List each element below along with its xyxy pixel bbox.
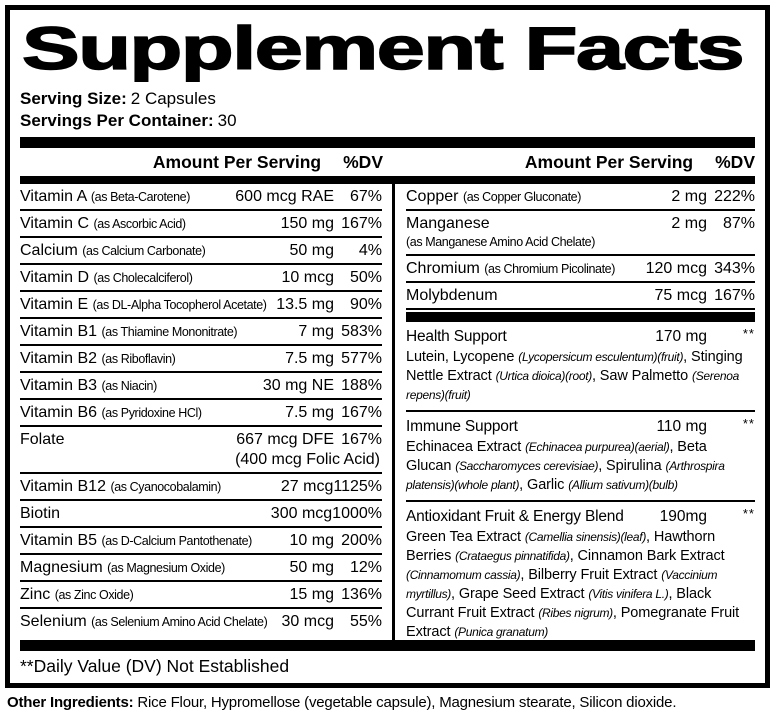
nutrient-form: (as Calcium Carbonate) — [82, 244, 206, 258]
nutrient-name: Molybdenum — [406, 287, 498, 304]
row-amount: 75 mcg — [654, 287, 707, 304]
ingredient-name: , Pomegranate Fruit Extract — [406, 605, 740, 640]
serving-size-value: 2 Capsules — [130, 89, 216, 108]
row-dv: 55% — [349, 613, 382, 630]
row-dv: 167% — [341, 431, 382, 448]
row-name — [20, 558, 285, 578]
row-name — [20, 504, 266, 524]
row-name — [20, 612, 277, 632]
blend-dv: ** — [742, 326, 755, 341]
row-dv: 67% — [349, 188, 382, 205]
scientific-name: (Crataegus pinnatifida) — [455, 549, 570, 563]
blend-dv: ** — [742, 416, 755, 431]
scientific-name: (Cinnamomum cassia) — [406, 568, 521, 582]
dv-header-right: %DV — [715, 152, 755, 172]
blend-name: Antioxidant Fruit & Energy Blend — [406, 508, 624, 525]
blend-section — [406, 502, 755, 640]
scientific-name: (Saccharomyces cerevisiae) — [455, 459, 599, 473]
row-dv: 50% — [349, 269, 382, 286]
row-amount: 10 mcg — [281, 269, 334, 286]
right-column-header — [395, 152, 755, 173]
amount-per-serving-header-right: Amount Per Serving — [524, 152, 694, 172]
row-dv: 136% — [341, 586, 382, 603]
nutrient-form: (as D-Calcium Pantothenate) — [101, 534, 252, 548]
other-ingredients-text: Rice Flour, Hypromellose (vegetable capsule), Magnesium stearate, Silicon dioxide. — [137, 694, 677, 711]
blend-section — [406, 322, 755, 412]
row-amount-secondary: (400 mcg Folic Acid) — [235, 451, 380, 468]
row-dv: 1000% — [332, 505, 382, 522]
scientific-name: (Ribes nigrum) — [538, 606, 613, 620]
servings-per-container-value: 30 — [217, 111, 237, 130]
nutrient-form: (as Copper Gluconate) — [462, 190, 581, 204]
row-name — [20, 295, 271, 315]
blend-divider-bar — [406, 312, 755, 322]
row-amount: 2 mg — [671, 215, 707, 232]
row-amount: 300 mcg — [270, 505, 333, 522]
nutrient-name: Magnesium — [20, 559, 103, 576]
blend-name: Immune Support — [406, 418, 518, 435]
nutrient-name: Vitamin B6 — [20, 404, 98, 421]
row-amount: 120 mcg — [645, 260, 707, 277]
ingredient-name: , Saw Palmetto — [591, 368, 692, 384]
row-name — [20, 430, 231, 450]
row-dv: 167% — [341, 215, 382, 232]
blend-name: Health Support — [406, 328, 507, 345]
row-amount: 27 mcg — [280, 478, 334, 495]
scientific-name: (Urtica dioica)(root) — [495, 369, 592, 383]
nutrient-name: Vitamin C — [20, 215, 90, 232]
scientific-name: (Camellia sinensis)(leaf) — [524, 530, 647, 544]
row-name — [20, 241, 285, 261]
nutrient-form: (as Pyridoxine HCl) — [101, 406, 202, 420]
table-row — [20, 427, 382, 474]
table-row — [20, 238, 382, 265]
nutrient-form: (as Ascorbic Acid) — [93, 217, 186, 231]
nutrient-name: Biotin — [20, 505, 61, 522]
table-row — [20, 373, 382, 400]
row-dv: 188% — [341, 377, 382, 394]
nutrient-form: (as Chromium Picolinate) — [484, 262, 615, 276]
row-amount: 150 mg — [280, 215, 334, 232]
nutrient-name: Selenium — [20, 613, 87, 630]
table-row — [406, 184, 755, 211]
ingredient-name: , Grape Seed Extract — [451, 586, 589, 602]
nutrient-form: (as Zinc Oxide) — [54, 588, 134, 602]
nutrient-name: Zinc — [20, 586, 51, 603]
ingredient-name: Echinacea Extract — [406, 439, 526, 455]
row-amount: 7.5 mg — [285, 404, 334, 421]
nutrient-name: Vitamin E — [20, 296, 89, 313]
table-row — [20, 609, 382, 634]
table-row — [20, 582, 382, 609]
scientific-name: (Vitis vinifera L.) — [588, 587, 669, 601]
row-name — [406, 286, 650, 306]
row-dv: 167% — [341, 404, 382, 421]
row-dv: 4% — [358, 242, 382, 259]
servings-per-container-line — [20, 110, 755, 132]
servings-per-container-label: Servings Per Container: — [20, 111, 214, 130]
ingredient-name: , Garlic — [519, 477, 569, 493]
table-row — [20, 400, 382, 427]
nutrient-name: Vitamin B3 — [20, 377, 98, 394]
row-amount: 30 mg NE — [262, 377, 334, 394]
table-row — [20, 319, 382, 346]
nutrient-name: Folate — [20, 431, 65, 448]
row-name — [20, 531, 285, 551]
row-dv: 583% — [341, 323, 382, 340]
ingredient-name: Green Tea Extract — [406, 529, 525, 545]
footnote: **Daily Value (DV) Not Established — [20, 656, 290, 676]
row-name — [20, 268, 277, 288]
ingredient-name: , Black Currant Fruit Extract — [406, 586, 712, 621]
ingredient-name: , Cinnamon Bark Extract — [569, 548, 725, 564]
row-name — [20, 403, 280, 423]
table-row — [20, 292, 382, 319]
amount-per-serving-header-left: Amount Per Serving — [152, 152, 322, 172]
blend-amount: 190mg — [659, 508, 707, 525]
row-amount: 7 mg — [298, 323, 334, 340]
row-dv: 1125% — [333, 478, 382, 495]
nutrient-name: Vitamin D — [20, 269, 90, 286]
right-minerals — [406, 184, 755, 310]
bottom-divider-bar — [20, 640, 755, 651]
nutrient-form: (as Niacin) — [101, 379, 157, 393]
row-amount: 10 mg — [289, 532, 334, 549]
nutrient-name: Vitamin B5 — [20, 532, 98, 549]
row-dv: 343% — [714, 260, 755, 277]
blend-description — [406, 527, 755, 640]
ingredient-name: Lutein, Lycopene — [406, 349, 519, 365]
nutrient-name: Manganese — [406, 215, 490, 232]
ingredient-name: , Spirulina — [598, 458, 666, 474]
nutrient-name: Vitamin B1 — [20, 323, 98, 340]
table-row — [20, 528, 382, 555]
row-amount: 50 mg — [289, 559, 334, 576]
serving-size-line — [20, 88, 755, 110]
ingredient-name: , Hawthorn Berries — [406, 529, 716, 564]
row-name — [20, 214, 276, 234]
nutrient-form: (as Cholecalciferol) — [93, 271, 193, 285]
row-name — [20, 322, 293, 342]
nutrient-name: Copper — [406, 188, 459, 205]
table-row — [406, 211, 755, 256]
scientific-name: (Arthrospira platensis)(whole plant) — [406, 459, 725, 492]
row-amount: 13.5 mg — [276, 296, 334, 313]
nutrient-form: (as Manganese Amino Acid Chelate) — [406, 235, 595, 249]
ingredient-name: , Bilberry Fruit Extract — [520, 567, 662, 583]
blend-list — [406, 322, 755, 640]
header-divider-bar — [20, 176, 755, 184]
top-divider-bar — [20, 137, 755, 148]
row-name — [406, 259, 641, 279]
scientific-name: (Serenoa repens)(fruit) — [406, 369, 739, 402]
nutrient-form: (as Selenium Amino Acid Chelate) — [91, 615, 268, 629]
nutrient-name: Calcium — [20, 242, 78, 259]
scientific-name: (Echinacea purpurea)(aerial) — [525, 440, 670, 454]
nutrient-form: (as Thiamine Mononitrate) — [101, 325, 238, 339]
blend-header — [406, 506, 755, 527]
nutrient-name: Vitamin B12 — [20, 478, 106, 495]
table-row — [20, 474, 382, 501]
blend-description — [406, 437, 755, 495]
row-name — [20, 187, 230, 207]
other-ingredients-line — [7, 694, 773, 711]
supplement-facts-panel — [5, 5, 770, 688]
left-column — [20, 184, 392, 640]
row-name — [20, 376, 258, 396]
row-amount: 30 mcg — [281, 613, 334, 630]
scientific-name: (Allium sativum)(bulb) — [568, 478, 678, 492]
row-dv: 577% — [341, 350, 382, 367]
scientific-name: (Punica granatum) — [454, 625, 548, 639]
right-column — [392, 184, 755, 640]
table-row — [20, 184, 382, 211]
table-row — [20, 501, 382, 528]
blend-section — [406, 412, 755, 502]
row-amount: 667 mcg DFE — [236, 431, 334, 448]
row-dv: 87% — [722, 215, 755, 232]
table-row — [406, 256, 755, 283]
blend-header — [406, 416, 755, 437]
dv-header-left: %DV — [343, 152, 383, 172]
nutrient-name: Vitamin B2 — [20, 350, 98, 367]
blend-description — [406, 347, 755, 405]
row-amount: 600 mcg RAE — [235, 188, 334, 205]
blend-amount: 170 mg — [655, 328, 707, 345]
page-title: Supplement Facts — [22, 15, 744, 82]
row-amount: 15 mg — [289, 586, 334, 603]
table-row — [20, 211, 382, 238]
nutrient-form: (as DL-Alpha Tocopherol Acetate) — [92, 298, 267, 312]
ingredient-name: , Beta Glucan — [406, 439, 707, 474]
blend-amount: 110 mg — [656, 418, 707, 435]
ingredient-name: , Stinging Nettle Extract — [406, 349, 743, 384]
scientific-name: (Vaccinium myrtillus) — [406, 568, 718, 601]
row-amount: 7.5 mg — [285, 350, 334, 367]
serving-size-label: Serving Size: — [20, 89, 127, 108]
row-name — [20, 585, 285, 605]
nutrient-columns — [20, 184, 755, 640]
table-row — [20, 265, 382, 292]
other-ingredients-label: Other Ingredients: — [7, 694, 134, 711]
row-dv: 222% — [714, 188, 755, 205]
nutrient-name: Chromium — [406, 260, 480, 277]
row-dv: 200% — [341, 532, 382, 549]
row-amount: 2 mg — [671, 188, 707, 205]
row-name — [406, 214, 666, 234]
row-dv: 12% — [349, 559, 382, 576]
row-dv: 90% — [349, 296, 382, 313]
table-row — [20, 555, 382, 582]
nutrient-form: (as Beta-Carotene) — [90, 190, 190, 204]
nutrient-form: (as Cyanocobalamin) — [110, 480, 221, 494]
nutrient-name: Vitamin A — [20, 188, 87, 205]
row-amount: 50 mg — [289, 242, 334, 259]
blend-header — [406, 326, 755, 347]
left-column-header — [20, 152, 395, 173]
row-name — [20, 477, 276, 497]
nutrient-form: (as Magnesium Oxide) — [107, 561, 225, 575]
row-dv: 167% — [714, 287, 755, 304]
row-name — [406, 187, 666, 207]
scientific-name: (Lycopersicum esculentum)(fruit) — [518, 350, 684, 364]
table-row — [20, 346, 382, 373]
row-name — [20, 349, 280, 369]
column-headers — [20, 148, 755, 176]
nutrient-form: (as Riboflavin) — [101, 352, 176, 366]
table-row — [406, 283, 755, 310]
blend-dv: ** — [742, 506, 755, 521]
